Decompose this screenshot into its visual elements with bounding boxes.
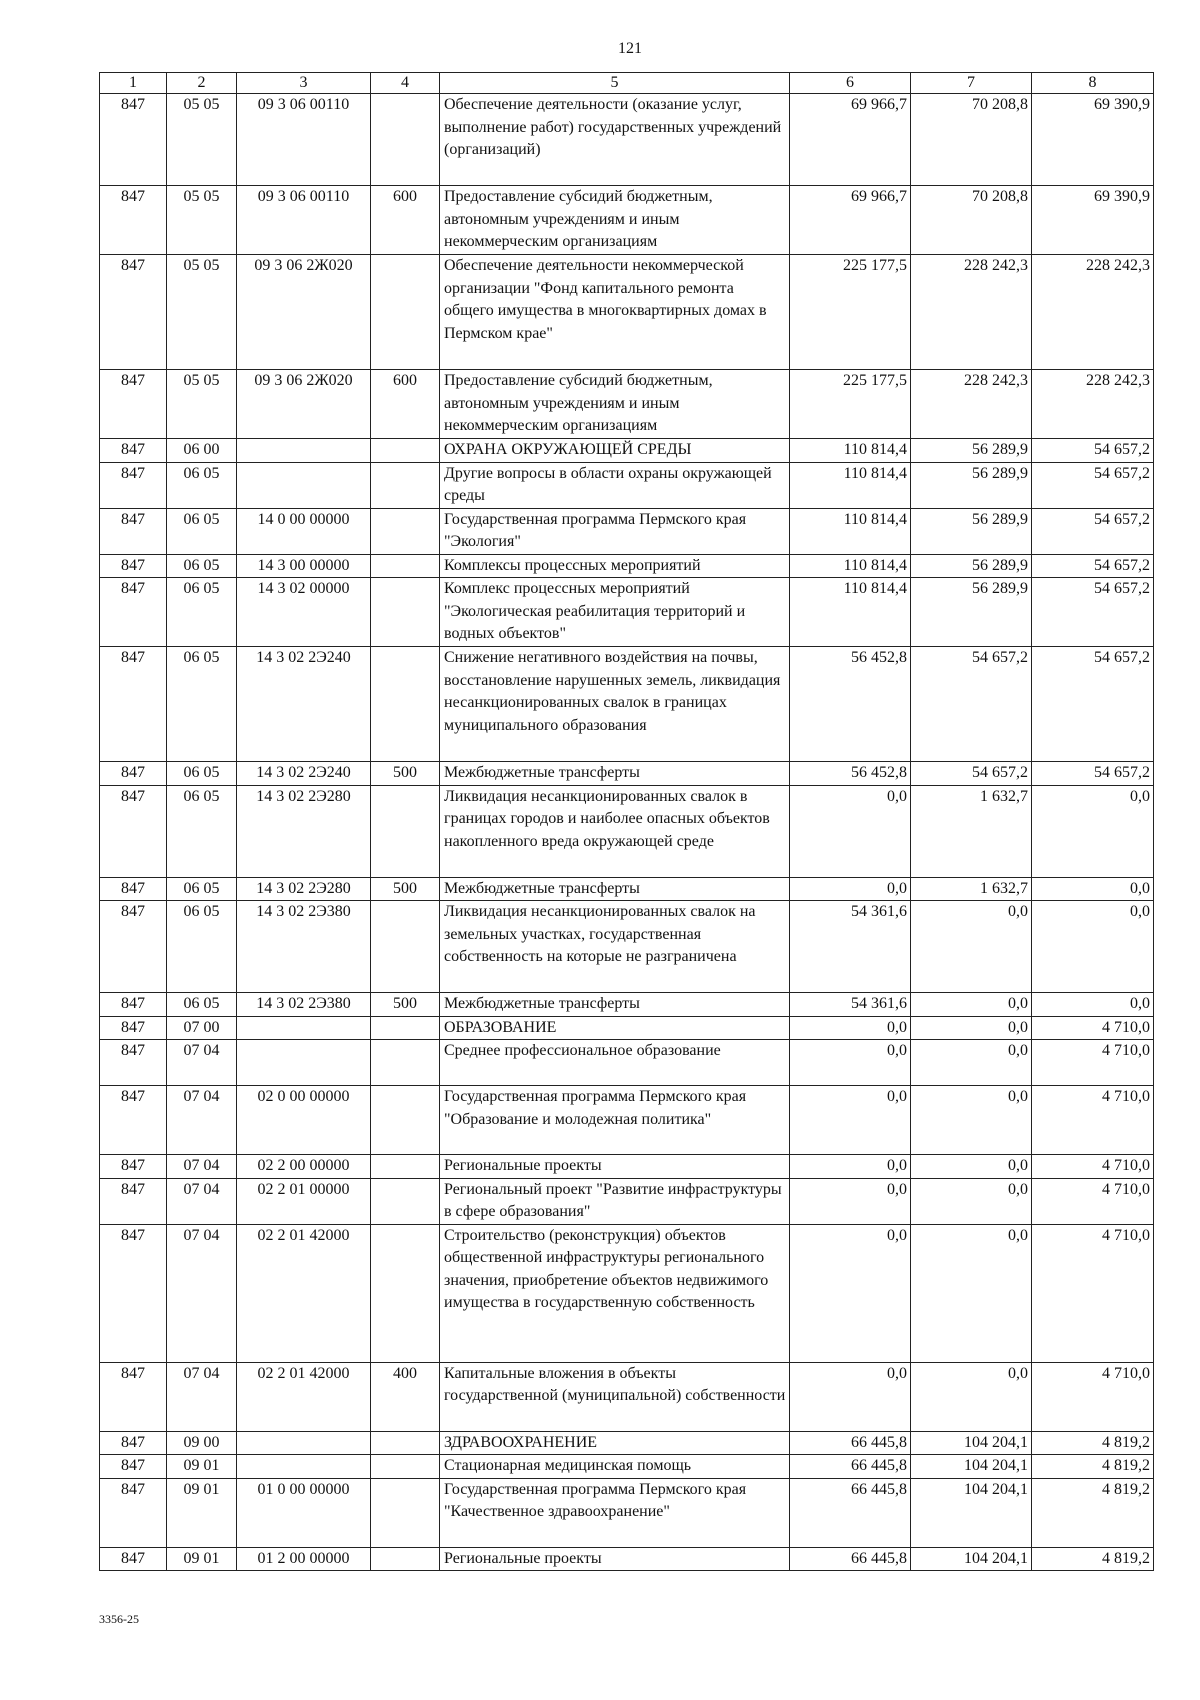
table-row bbox=[100, 370, 1154, 439]
section-code: 06 05 bbox=[167, 877, 237, 901]
admin-code: 847 bbox=[100, 1455, 167, 1479]
section-code: 06 05 bbox=[167, 993, 237, 1017]
amount-col7: 0,0 bbox=[911, 1178, 1032, 1224]
amount-col6: 66 445,8 bbox=[790, 1431, 911, 1455]
expense-type-code: 600 bbox=[371, 370, 440, 439]
amount-col7: 0,0 bbox=[911, 1155, 1032, 1179]
admin-code: 847 bbox=[100, 508, 167, 554]
amount-col6: 225 177,5 bbox=[790, 255, 911, 370]
amount-col6: 110 814,4 bbox=[790, 508, 911, 554]
target-article-code: 14 3 00 00000 bbox=[237, 554, 371, 578]
expense-type-code: 500 bbox=[371, 877, 440, 901]
section-code: 05 05 bbox=[167, 94, 237, 186]
admin-code: 847 bbox=[100, 554, 167, 578]
table-row bbox=[100, 255, 1154, 370]
amount-col6: 0,0 bbox=[790, 1224, 911, 1362]
item-name: Снижение негативного воздействия на почвы, восстановление нарушенных земель, ликвидация несанкционированных свалок в границах муниципального образования bbox=[440, 647, 790, 762]
item-name: Комплекс процессных мероприятий "Экологическая реабилитация территорий и водных объектов" bbox=[440, 578, 790, 647]
amount-col7: 104 204,1 bbox=[911, 1431, 1032, 1455]
amount-col7: 104 204,1 bbox=[911, 1478, 1032, 1547]
table-row bbox=[100, 993, 1154, 1017]
section-code: 06 05 bbox=[167, 647, 237, 762]
item-name: Среднее профессиональное образование bbox=[440, 1040, 790, 1086]
section-code: 09 01 bbox=[167, 1455, 237, 1479]
target-article-code: 02 2 01 00000 bbox=[237, 1178, 371, 1224]
admin-code: 847 bbox=[100, 1224, 167, 1362]
target-article-code bbox=[237, 1455, 371, 1479]
column-header: 3 bbox=[237, 73, 371, 94]
section-code: 06 05 bbox=[167, 578, 237, 647]
column-header: 8 bbox=[1032, 73, 1154, 94]
column-header: 5 bbox=[440, 73, 790, 94]
amount-col7: 56 289,9 bbox=[911, 554, 1032, 578]
target-article-code: 14 3 02 2Э280 bbox=[237, 877, 371, 901]
table-row bbox=[100, 186, 1154, 255]
table-row bbox=[100, 1040, 1154, 1086]
column-header: 4 bbox=[371, 73, 440, 94]
item-name: Обеспечение деятельности (оказание услуг, выполнение работ) государственных учреждений (организаций) bbox=[440, 94, 790, 186]
amount-col7: 54 657,2 bbox=[911, 762, 1032, 786]
item-name: Межбюджетные трансферты bbox=[440, 762, 790, 786]
amount-col7: 54 657,2 bbox=[911, 647, 1032, 762]
expense-type-code bbox=[371, 1478, 440, 1547]
section-code: 09 01 bbox=[167, 1478, 237, 1547]
admin-code: 847 bbox=[100, 901, 167, 993]
amount-col7: 0,0 bbox=[911, 993, 1032, 1017]
target-article-code bbox=[237, 439, 371, 463]
amount-col6: 0,0 bbox=[790, 1016, 911, 1040]
item-name: Ликвидация несанкционированных свалок в границах городов и наиболее опасных объектов накопленного вреда окружающей среде bbox=[440, 785, 790, 877]
admin-code: 847 bbox=[100, 993, 167, 1017]
item-name: ОБРАЗОВАНИЕ bbox=[440, 1016, 790, 1040]
item-name: Ликвидация несанкционированных свалок на земельных участках, государственная собственность на которые не разграничена bbox=[440, 901, 790, 993]
amount-col6: 69 966,7 bbox=[790, 94, 911, 186]
section-code: 06 00 bbox=[167, 439, 237, 463]
table-row bbox=[100, 1178, 1154, 1224]
section-code: 05 05 bbox=[167, 255, 237, 370]
amount-col6: 0,0 bbox=[790, 1178, 911, 1224]
amount-col8: 4 710,0 bbox=[1032, 1040, 1154, 1086]
column-header: 6 bbox=[790, 73, 911, 94]
column-header: 7 bbox=[911, 73, 1032, 94]
target-article-code: 02 0 00 00000 bbox=[237, 1086, 371, 1155]
table-row bbox=[100, 439, 1154, 463]
table-row bbox=[100, 877, 1154, 901]
expense-type-code bbox=[371, 508, 440, 554]
amount-col8: 69 390,9 bbox=[1032, 186, 1154, 255]
amount-col6: 56 452,8 bbox=[790, 647, 911, 762]
table-row bbox=[100, 578, 1154, 647]
amount-col8: 4 710,0 bbox=[1032, 1086, 1154, 1155]
item-name: Государственная программа Пермского края "Качественное здравоохранение" bbox=[440, 1478, 790, 1547]
table-row bbox=[100, 554, 1154, 578]
amount-col7: 104 204,1 bbox=[911, 1455, 1032, 1479]
expense-type-code bbox=[371, 255, 440, 370]
amount-col8: 0,0 bbox=[1032, 877, 1154, 901]
amount-col7: 56 289,9 bbox=[911, 578, 1032, 647]
table-row bbox=[100, 1547, 1154, 1571]
target-article-code: 09 3 06 00110 bbox=[237, 186, 371, 255]
section-code: 09 00 bbox=[167, 1431, 237, 1455]
amount-col7: 0,0 bbox=[911, 1362, 1032, 1431]
admin-code: 847 bbox=[100, 255, 167, 370]
expense-type-code bbox=[371, 462, 440, 508]
target-article-code: 14 3 02 2Э380 bbox=[237, 901, 371, 993]
item-name: Межбюджетные трансферты bbox=[440, 877, 790, 901]
expense-type-code bbox=[371, 554, 440, 578]
amount-col8: 54 657,2 bbox=[1032, 647, 1154, 762]
table-row bbox=[100, 94, 1154, 186]
expense-type-code bbox=[371, 439, 440, 463]
amount-col6: 69 966,7 bbox=[790, 186, 911, 255]
target-article-code: 02 2 01 42000 bbox=[237, 1362, 371, 1431]
amount-col7: 1 632,7 bbox=[911, 877, 1032, 901]
amount-col7: 0,0 bbox=[911, 1224, 1032, 1362]
amount-col7: 104 204,1 bbox=[911, 1547, 1032, 1571]
amount-col6: 225 177,5 bbox=[790, 370, 911, 439]
target-article-code: 14 3 02 2Э280 bbox=[237, 785, 371, 877]
amount-col8: 54 657,2 bbox=[1032, 462, 1154, 508]
item-name: Обеспечение деятельности некоммерческой организации "Фонд капитального ремонта общего имущества в многоквартирных домах в Пермском крае" bbox=[440, 255, 790, 370]
amount-col8: 4 819,2 bbox=[1032, 1478, 1154, 1547]
amount-col8: 0,0 bbox=[1032, 785, 1154, 877]
amount-col7: 228 242,3 bbox=[911, 255, 1032, 370]
target-article-code: 14 3 02 00000 bbox=[237, 578, 371, 647]
column-header: 2 bbox=[167, 73, 237, 94]
amount-col8: 54 657,2 bbox=[1032, 439, 1154, 463]
table-row bbox=[100, 762, 1154, 786]
amount-col7: 0,0 bbox=[911, 1040, 1032, 1086]
item-name: Стационарная медицинская помощь bbox=[440, 1455, 790, 1479]
admin-code: 847 bbox=[100, 94, 167, 186]
amount-col8: 0,0 bbox=[1032, 901, 1154, 993]
item-name: Государственная программа Пермского края "Образование и молодежная политика" bbox=[440, 1086, 790, 1155]
table-body bbox=[100, 94, 1154, 1571]
item-name: ОХРАНА ОКРУЖАЮЩЕЙ СРЕДЫ bbox=[440, 439, 790, 463]
section-code: 05 05 bbox=[167, 370, 237, 439]
amount-col6: 0,0 bbox=[790, 1040, 911, 1086]
table-row bbox=[100, 1455, 1154, 1479]
admin-code: 847 bbox=[100, 1547, 167, 1571]
amount-col8: 4 710,0 bbox=[1032, 1224, 1154, 1362]
section-code: 07 04 bbox=[167, 1224, 237, 1362]
amount-col8: 4 710,0 bbox=[1032, 1155, 1154, 1179]
expense-type-code: 500 bbox=[371, 762, 440, 786]
item-name: Региональный проект "Развитие инфраструктуры в сфере образования" bbox=[440, 1178, 790, 1224]
expense-type-code bbox=[371, 1040, 440, 1086]
amount-col8: 4 819,2 bbox=[1032, 1431, 1154, 1455]
expense-type-code bbox=[371, 578, 440, 647]
amount-col6: 110 814,4 bbox=[790, 554, 911, 578]
amount-col6: 54 361,6 bbox=[790, 993, 911, 1017]
table-row bbox=[100, 1155, 1154, 1179]
expense-type-code bbox=[371, 1086, 440, 1155]
admin-code: 847 bbox=[100, 1178, 167, 1224]
expense-type-code bbox=[371, 901, 440, 993]
item-name: Предоставление субсидий бюджетным, автономным учреждениям и иным некоммерческим организациям bbox=[440, 370, 790, 439]
amount-col6: 66 445,8 bbox=[790, 1547, 911, 1571]
amount-col6: 0,0 bbox=[790, 1086, 911, 1155]
expense-type-code bbox=[371, 1016, 440, 1040]
item-name: ЗДРАВООХРАНЕНИЕ bbox=[440, 1431, 790, 1455]
header-row bbox=[100, 73, 1154, 94]
amount-col6: 56 452,8 bbox=[790, 762, 911, 786]
amount-col6: 0,0 bbox=[790, 1362, 911, 1431]
amount-col6: 66 445,8 bbox=[790, 1455, 911, 1479]
amount-col7: 56 289,9 bbox=[911, 439, 1032, 463]
amount-col6: 0,0 bbox=[790, 1155, 911, 1179]
target-article-code: 14 3 02 2Э240 bbox=[237, 647, 371, 762]
table-row bbox=[100, 1086, 1154, 1155]
table-row bbox=[100, 462, 1154, 508]
expense-type-code bbox=[371, 1455, 440, 1479]
amount-col8: 4 710,0 bbox=[1032, 1016, 1154, 1040]
target-article-code: 14 3 02 2Э380 bbox=[237, 993, 371, 1017]
expense-type-code: 600 bbox=[371, 186, 440, 255]
item-name: Капитальные вложения в объекты государственной (муниципальной) собственности bbox=[440, 1362, 790, 1431]
table-row bbox=[100, 1016, 1154, 1040]
item-name: Предоставление субсидий бюджетным, автономным учреждениям и иным некоммерческим организациям bbox=[440, 186, 790, 255]
section-code: 06 05 bbox=[167, 554, 237, 578]
target-article-code bbox=[237, 1431, 371, 1455]
target-article-code: 09 3 06 2Ж020 bbox=[237, 370, 371, 439]
amount-col8: 4 819,2 bbox=[1032, 1455, 1154, 1479]
document-code: 3356-25 bbox=[99, 1612, 139, 1626]
target-article-code: 02 2 01 42000 bbox=[237, 1224, 371, 1362]
section-code: 07 00 bbox=[167, 1016, 237, 1040]
amount-col7: 0,0 bbox=[911, 1016, 1032, 1040]
target-article-code: 14 0 00 00000 bbox=[237, 508, 371, 554]
table-row bbox=[100, 1431, 1154, 1455]
amount-col7: 70 208,8 bbox=[911, 94, 1032, 186]
section-code: 06 05 bbox=[167, 785, 237, 877]
amount-col8: 4 710,0 bbox=[1032, 1362, 1154, 1431]
section-code: 05 05 bbox=[167, 186, 237, 255]
expense-type-code bbox=[371, 785, 440, 877]
table-row bbox=[100, 647, 1154, 762]
item-name: Региональные проекты bbox=[440, 1547, 790, 1571]
section-code: 07 04 bbox=[167, 1362, 237, 1431]
admin-code: 847 bbox=[100, 762, 167, 786]
target-article-code: 09 3 06 00110 bbox=[237, 94, 371, 186]
amount-col8: 4 819,2 bbox=[1032, 1547, 1154, 1571]
target-article-code: 14 3 02 2Э240 bbox=[237, 762, 371, 786]
admin-code: 847 bbox=[100, 186, 167, 255]
expense-type-code bbox=[371, 94, 440, 186]
amount-col6: 0,0 bbox=[790, 785, 911, 877]
section-code: 06 05 bbox=[167, 462, 237, 508]
admin-code: 847 bbox=[100, 785, 167, 877]
amount-col8: 54 657,2 bbox=[1032, 578, 1154, 647]
amount-col7: 0,0 bbox=[911, 1086, 1032, 1155]
target-article-code bbox=[237, 1040, 371, 1086]
admin-code: 847 bbox=[100, 578, 167, 647]
section-code: 06 05 bbox=[167, 508, 237, 554]
item-name: Комплексы процессных мероприятий bbox=[440, 554, 790, 578]
amount-col8: 0,0 bbox=[1032, 993, 1154, 1017]
section-code: 09 01 bbox=[167, 1547, 237, 1571]
table-row bbox=[100, 1478, 1154, 1547]
amount-col8: 54 657,2 bbox=[1032, 762, 1154, 786]
expense-type-code bbox=[371, 1547, 440, 1571]
amount-col6: 110 814,4 bbox=[790, 462, 911, 508]
target-article-code: 09 3 06 2Ж020 bbox=[237, 255, 371, 370]
admin-code: 847 bbox=[100, 1155, 167, 1179]
expense-type-code bbox=[371, 1178, 440, 1224]
section-code: 07 04 bbox=[167, 1086, 237, 1155]
expense-type-code bbox=[371, 647, 440, 762]
target-article-code: 02 2 00 00000 bbox=[237, 1155, 371, 1179]
target-article-code: 01 2 00 00000 bbox=[237, 1547, 371, 1571]
item-name: Межбюджетные трансферты bbox=[440, 993, 790, 1017]
section-code: 06 05 bbox=[167, 901, 237, 993]
amount-col7: 1 632,7 bbox=[911, 785, 1032, 877]
amount-col7: 56 289,9 bbox=[911, 462, 1032, 508]
admin-code: 847 bbox=[100, 1362, 167, 1431]
admin-code: 847 bbox=[100, 1016, 167, 1040]
amount-col8: 228 242,3 bbox=[1032, 370, 1154, 439]
amount-col8: 54 657,2 bbox=[1032, 554, 1154, 578]
amount-col6: 0,0 bbox=[790, 877, 911, 901]
admin-code: 847 bbox=[100, 877, 167, 901]
column-header: 1 bbox=[100, 73, 167, 94]
page-number: 121 bbox=[618, 40, 642, 57]
budget-table bbox=[99, 72, 1154, 1571]
item-name: Государственная программа Пермского края "Экология" bbox=[440, 508, 790, 554]
admin-code: 847 bbox=[100, 1431, 167, 1455]
item-name: Региональные проекты bbox=[440, 1155, 790, 1179]
section-code: 07 04 bbox=[167, 1040, 237, 1086]
amount-col7: 228 242,3 bbox=[911, 370, 1032, 439]
section-code: 07 04 bbox=[167, 1178, 237, 1224]
expense-type-code: 500 bbox=[371, 993, 440, 1017]
amount-col8: 69 390,9 bbox=[1032, 94, 1154, 186]
amount-col7: 56 289,9 bbox=[911, 508, 1032, 554]
admin-code: 847 bbox=[100, 462, 167, 508]
target-article-code bbox=[237, 1016, 371, 1040]
target-article-code: 01 0 00 00000 bbox=[237, 1478, 371, 1547]
section-code: 06 05 bbox=[167, 762, 237, 786]
admin-code: 847 bbox=[100, 1478, 167, 1547]
amount-col8: 54 657,2 bbox=[1032, 508, 1154, 554]
expense-type-code bbox=[371, 1224, 440, 1362]
amount-col6: 54 361,6 bbox=[790, 901, 911, 993]
amount-col6: 110 814,4 bbox=[790, 578, 911, 647]
table-row bbox=[100, 508, 1154, 554]
amount-col8: 4 710,0 bbox=[1032, 1178, 1154, 1224]
table-row bbox=[100, 901, 1154, 993]
table-row bbox=[100, 785, 1154, 877]
admin-code: 847 bbox=[100, 1086, 167, 1155]
target-article-code bbox=[237, 462, 371, 508]
item-name: Другие вопросы в области охраны окружающей среды bbox=[440, 462, 790, 508]
item-name: Строительство (реконструкция) объектов общественной инфраструктуры регионального значения, приобретение объектов недвижимого имущества в государственную собственность bbox=[440, 1224, 790, 1362]
amount-col8: 228 242,3 bbox=[1032, 255, 1154, 370]
expense-type-code bbox=[371, 1431, 440, 1455]
section-code: 07 04 bbox=[167, 1155, 237, 1179]
table-row bbox=[100, 1224, 1154, 1362]
admin-code: 847 bbox=[100, 1040, 167, 1086]
admin-code: 847 bbox=[100, 370, 167, 439]
amount-col7: 0,0 bbox=[911, 901, 1032, 993]
amount-col6: 110 814,4 bbox=[790, 439, 911, 463]
admin-code: 847 bbox=[100, 439, 167, 463]
table-row bbox=[100, 1362, 1154, 1431]
expense-type-code: 400 bbox=[371, 1362, 440, 1431]
amount-col6: 66 445,8 bbox=[790, 1478, 911, 1547]
amount-col7: 70 208,8 bbox=[911, 186, 1032, 255]
expense-type-code bbox=[371, 1155, 440, 1179]
admin-code: 847 bbox=[100, 647, 167, 762]
